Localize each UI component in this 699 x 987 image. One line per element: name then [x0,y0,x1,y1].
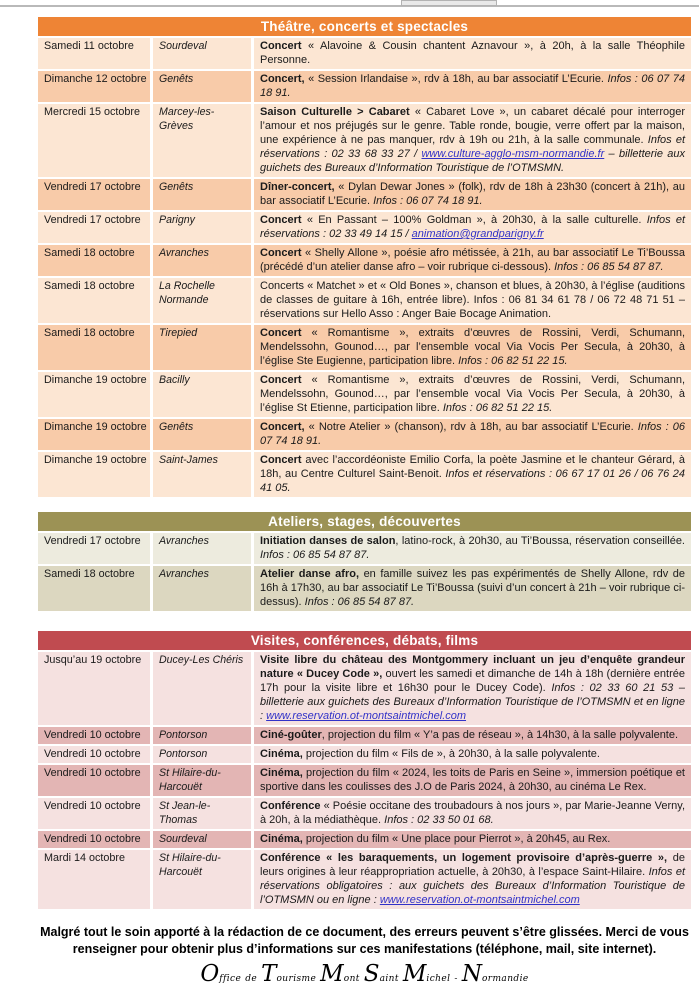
event-date: Vendredi 10 octobre [38,746,150,763]
event-place: Genêts [153,71,251,102]
logo-letter: i [226,974,231,984]
event-description [254,533,691,564]
text-segment: Initiation danses de salon [260,535,396,547]
logo-letter: f [219,974,223,984]
event-date: Vendredi 10 octobre [38,798,150,829]
text-segment: Cinéma, [260,748,303,760]
logo-letter: o [276,974,283,984]
logo-letter: u [282,974,289,984]
logo-letter: M [402,961,427,987]
event-link[interactable]: animation@grandparigny.fr [411,228,544,240]
logo-letter: f [223,974,227,984]
text-segment: Infos : 02 33 50 01 68. [384,814,494,826]
text-segment: Concert, [260,73,305,85]
event-row [38,38,691,69]
event-place: Sourdeval [153,831,251,848]
logo-letter: M [320,961,344,987]
text-segment: « En Passant – 100% Goldman », à 20h30, à la salle culturelle. [301,214,647,226]
event-date: Jusqu’au 19 octobre [38,652,150,725]
event-description [254,765,691,796]
event-place: Avranches [153,533,251,564]
text-segment: « Shelly Allone », poésie afro métissée, à 21h, au bar associatif Le Ti’Boussa (précédé d’un atelier danse afro – voir rubrique ci-dessous). [260,247,685,273]
logo-letter: o [343,974,350,984]
section-visites-conferences-debats-films [38,631,691,909]
event-row [38,245,691,276]
text-segment: « Session Irlandaise », rdv à 18h, au bar associatif L’Ecurie. [304,73,608,85]
event-row [38,652,691,725]
logo-letter: i [293,974,297,984]
event-description [254,104,691,177]
text-segment: Visite libre du château des Montgommery incluant un jeu d’enquête grandeur nature « Ducey Code », [260,654,685,680]
logo-letter: e [522,974,529,984]
event-row [38,746,691,763]
logo-letter: n [349,974,356,984]
text-segment: Concert [260,454,302,466]
event-description [254,798,691,829]
text-segment: – billetterie aux guichets des Bureaux d’Information Touristique de l’OTMSMN. [260,148,685,174]
logo-letter: r [487,974,493,984]
text-segment: Infos : 06 07 74 18 91. [260,421,685,447]
logo-letter: o [481,974,488,984]
logo-letter: h [435,974,442,984]
event-row [38,71,691,102]
event-link[interactable]: www.culture-agglo-msm-normandie.fr [421,148,605,160]
text-segment: , projection du film « Y’a pas de réseau », à 14h30, à la salle polyvalente. [321,729,679,741]
text-segment: projection du film « 2024, les toits de Paris en Seine », immersion poétique et sportive dans les coulisses des J.O de Paris 2024, à 20h30, au cinéma Le Rex. [260,767,685,793]
event-row [38,372,691,417]
text-segment: « Cabaret Love », un cabaret décalé pour interroger l’amour et nos préjugés sur le genre. Table ronde, bougie, verre offert par la maison, une expérience à ne pas manquer, rdv à 19h ou 21h, à la salle communale. [260,106,686,146]
scrollbar-remnant [401,0,497,6]
text-segment: « Romantisme », extraits d’œuvres de Rossini, Verdi, Schumann, Mendelssohn, Gounod…, par l’ensemble vocal Via Vocis Per Secula, à 20h30, à l’église St Etienne, participation libre. [260,374,685,414]
event-link[interactable]: www.reservation.ot-montsaintmichel.com [266,710,467,722]
event-link[interactable]: www.reservation.ot-montsaintmichel.com [379,894,580,906]
text-segment: « Alavoine & Cousin chantent Aznavour », à 20h, à la salle Théophile Personne. [260,40,685,66]
event-row [38,104,691,177]
text-segment: Dîner-concert, [260,181,335,193]
logo-letter: d [245,974,252,984]
text-segment: « Poésie occitane des troubadours à nos jours », par Marie-Jeanne Verny, à 20h, à la médiathèque. [260,800,685,826]
text-segment: Conférence « les baraquements, un logement provisoire d’après-guerre », [260,852,668,864]
logo-letter: e [251,974,258,984]
event-place: Pontorson [153,727,251,744]
event-row [38,325,691,370]
event-date: Mardi 14 octobre [38,850,150,909]
text-segment: « Romantisme », extraits d’œuvres de Rossini, Verdi, Schumann, Mendelssohn, Gounod…, par l’ensemble vocal Via Vocis Per Secula, à 20h30, à l’église Ste Eugienne, participation libre. [260,327,685,367]
event-description [254,850,691,909]
text-segment: Infos : 06 07 74 18 91. [373,195,483,207]
logo-letter: l [447,974,451,984]
logo-letter: c [429,974,436,984]
event-description [254,652,691,725]
disclaimer-text: Malgré tout le soin apporté à la rédaction de ce document, des erreurs peuvent s’être glissées. Merci de vous renseigner pour obtenir plus d’informations sur ces manifestations (téléphone, mail, site internet). [40,925,689,956]
text-segment: Concert [260,374,302,386]
section-title: Visites, conférences, débats, films [38,631,691,650]
event-date: Vendredi 10 octobre [38,831,150,848]
logo-letter: O [200,961,220,987]
text-segment: Infos : 06 82 51 22 15. [458,355,568,367]
event-row [38,419,691,450]
events-document [38,17,691,985]
logo-letter: - [454,974,458,984]
logo-letter: s [296,974,302,984]
text-segment: Concert [260,214,302,226]
event-description [254,566,691,611]
logo-letter: t [355,974,360,984]
text-segment: projection du film « Fils de », à 20h30, à la salle polyvalente. [302,748,600,760]
logo-letter: e [235,974,242,984]
event-date: Vendredi 17 octobre [38,212,150,243]
event-place: St Jean-le-Thomas [153,798,251,829]
event-place: Parigny [153,212,251,243]
logo-letter: e [310,974,317,984]
text-segment: en famille suivez les pas expérimentés de Shelly Allone, rdv de 16h à 17h30, au bar associatif Le Ti’Boussa (suivi d’un concert à 21h – voir rubrique ci-dessus). [260,568,685,608]
event-date: Samedi 18 octobre [38,566,150,611]
event-description [254,212,691,243]
text-segment: Infos et réservations : 06 67 17 01 26 / 06 76 24 41 05. [260,468,686,494]
event-row [38,533,691,564]
event-date: Vendredi 17 octobre [38,179,150,210]
text-segment: avec l’accordéoniste Emilio Corfa, la poète Jasmine et le chanteur Gérard, à 18h, au Centre Culturel Saint-Benoit. [260,454,685,480]
event-description [254,727,691,744]
text-segment: Infos : 02 33 60 21 53 – billetterie aux guichets des Bureaux d’Information Touristique de l’OTMSMN et en ligne : [260,682,686,722]
logo-letter: a [379,974,386,984]
event-date: Vendredi 17 octobre [38,533,150,564]
text-segment: Concert, [260,421,305,433]
event-place: St Hilaire-du-Harcouët [153,850,251,909]
text-segment: Concert [260,247,302,259]
event-row [38,831,691,848]
text-segment: Infos et réservations : 02 33 49 14 15 / [260,214,685,240]
section-title: Théâtre, concerts et spectacles [38,17,691,36]
text-segment: Atelier danse afro, [260,568,359,580]
event-date: Samedi 18 octobre [38,325,150,370]
text-segment: Infos et réservations obligatoires : aux guichets des Bureaux d’Information Touristique de l’OTMSMN ou en ligne : [260,866,685,906]
logo-letter: r [288,974,294,984]
event-place: Marcey-les-Grèves [153,104,251,177]
logo-letter: m [492,974,502,984]
event-description [254,179,691,210]
section-ateliers-stages-decouvertes [38,512,691,611]
text-segment: de leurs origines à leur réappropriation actuelle, à 20h30, à l’espace Saint-Hilaire. [260,852,685,878]
event-row [38,179,691,210]
text-segment: Infos : 06 82 51 22 15. [442,402,553,414]
event-date: Dimanche 12 octobre [38,71,150,102]
event-place: Bacilly [153,372,251,417]
logo-letter: c [230,974,236,984]
event-description [254,831,691,848]
office-tourisme-logo [38,961,691,987]
event-place: Tirepied [153,325,251,370]
event-description [254,38,691,69]
event-date: Samedi 18 octobre [38,245,150,276]
event-row [38,850,691,909]
event-row [38,765,691,796]
text-segment: Concerts « Matchet » et « Old Bones », chanson et blues, à 20h30, à l’église (auditions de classes de guitare à 16h, entrée libre). Infos : 06 81 34 61 78 / 06 72 48 71 51 – réservations sur Hello Asso : Anger Baie Bocage Animation. [260,280,685,320]
text-segment: Infos et réservations : 02 33 68 33 27 / [260,134,686,160]
text-segment: Cinéma, [260,833,303,845]
event-description [254,746,691,763]
text-segment: Concert [260,40,302,52]
event-place: La Rochelle Normande [153,278,251,323]
text-segment: Infos : 06 07 74 18 91. [260,73,685,99]
text-segment: Infos : 06 85 54 87 87. [260,549,370,561]
event-description [254,419,691,450]
event-row [38,452,691,497]
event-date: Vendredi 10 octobre [38,765,150,796]
event-date: Dimanche 19 octobre [38,419,150,450]
logo-letter: n [507,974,514,984]
text-segment: Infos : 06 85 54 87 87. [304,596,415,608]
event-place: Avranches [153,245,251,276]
section-theatre-concerts-spectacles [38,17,691,497]
event-place: Ducey-Les Chéris [153,652,251,725]
event-place: Avranches [153,566,251,611]
event-row [38,278,691,323]
event-place: Genêts [153,419,251,450]
logo-letter: S [363,961,380,987]
text-segment: Concert [260,327,302,339]
event-date: Vendredi 10 octobre [38,727,150,744]
text-segment: ouvert les samedi et dimanche de 14h à 18h (dernière entrée 17h pour la visite libre et 16h30 pour le Ducey Code). [260,668,685,694]
logo-letter: n [388,974,395,984]
event-place: Saint-James [153,452,251,497]
logo-letter: a [501,974,508,984]
text-segment: Saison Culturelle > Cabaret [260,106,410,118]
logo-letter: T [261,961,277,987]
logo-letter: i [426,974,430,984]
event-date: Dimanche 19 octobre [38,452,150,497]
event-date: Dimanche 19 octobre [38,372,150,417]
logo-letter: m [301,974,311,984]
event-place: Pontorson [153,746,251,763]
event-sections [38,17,691,909]
text-segment: « Dylan Dewar Jones » (folk), rdv de 18h à 23h30 (concert à 21h), au bar associatif L’Ecurie. [260,181,685,207]
text-segment: Infos : 06 85 54 87 87. [554,261,664,273]
logo-letter: t [394,974,399,984]
section-title: Ateliers, stages, découvertes [38,512,691,531]
text-segment: « Notre Atelier » (chanson), rdv à 18h, au bar associatif L’Ecurie. [304,421,638,433]
logo-letter: i [519,974,523,984]
event-row [38,798,691,829]
event-row [38,727,691,744]
event-description [254,325,691,370]
toolbar-bottom-edge [0,5,699,7]
event-description [254,245,691,276]
logo-letter: d [513,974,520,984]
event-date: Mercredi 15 octobre [38,104,150,177]
event-place: Genêts [153,179,251,210]
logo-letter: N [461,961,482,987]
event-description [254,278,691,323]
logo-letter: i [385,974,389,984]
event-date: Samedi 11 octobre [38,38,150,69]
text-segment: projection du film « Une place pour Pierrot », à 20h45, au Rex. [302,833,611,845]
event-description [254,372,691,417]
event-description [254,452,691,497]
text-segment: Cinéma, [260,767,303,779]
text-segment: , latino-rock, à 20h30, au Ti’Boussa, réservation conseillée. [395,535,685,547]
text-segment: Ciné-goûter [260,729,322,741]
event-date: Samedi 18 octobre [38,278,150,323]
text-segment: Conférence [260,800,321,812]
logo-letter: e [441,974,448,984]
event-description [254,71,691,102]
event-row [38,566,691,611]
event-place: Sourdeval [153,38,251,69]
event-place: St Hilaire-du-Harcouët [153,765,251,796]
event-row [38,212,691,243]
